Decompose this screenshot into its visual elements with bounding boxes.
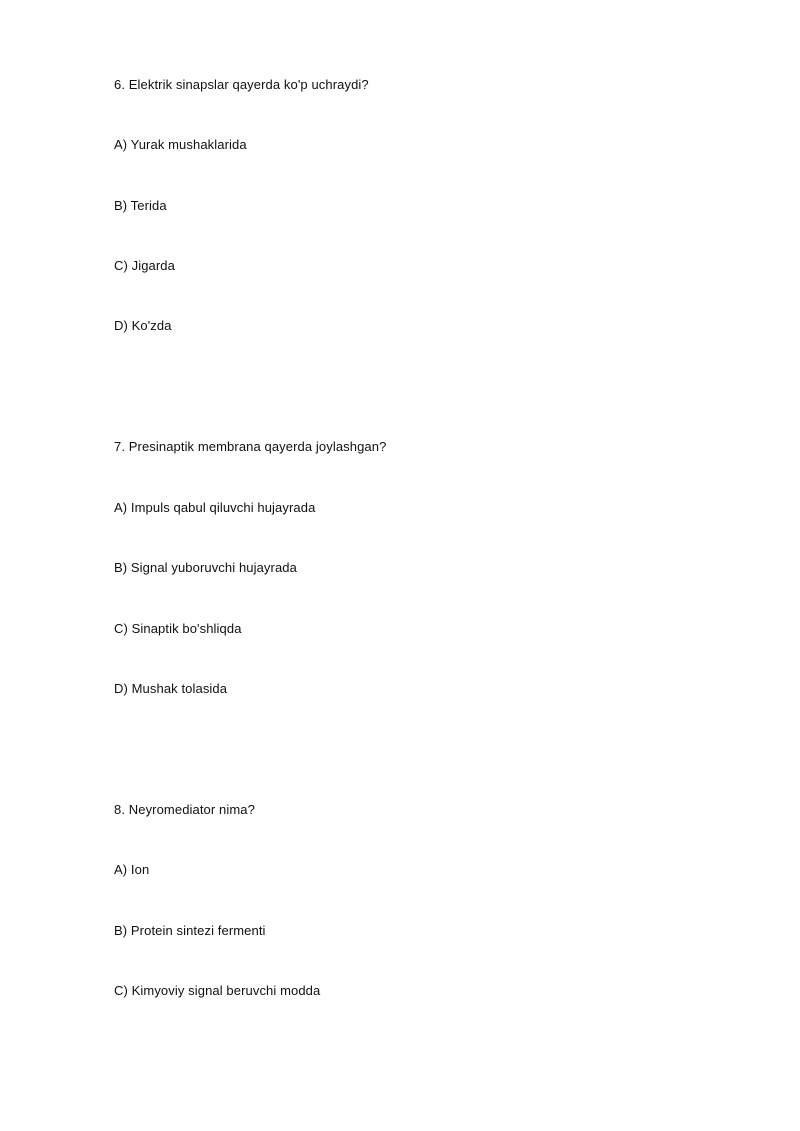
answer-option: C) Sinaptik bo'shliqda [114,621,242,636]
answer-option: C) Kimyoviy signal beruvchi modda [114,983,321,998]
answer-option: B) Signal yuboruvchi hujayrada [114,560,297,575]
question-text: 7. Presinaptik membrana qayerda joylashgan? [114,439,387,454]
question-text: 8. Neyromediator nima? [114,802,255,817]
answer-option: C) Jigarda [114,258,175,273]
answer-option: A) Ion [114,862,150,877]
answer-option: A) Yurak mushaklarida [114,137,247,152]
question-text: 6. Elektrik sinapslar qayerda ko'p uchraydi? [114,77,369,92]
answer-option: D) Mushak tolasida [114,681,228,696]
answer-option: A) Impuls qabul qiluvchi hujayrada [114,500,316,515]
answer-option: B) Terida [114,198,167,213]
answer-option: B) Protein sintezi fermenti [114,923,266,938]
answer-option: D) Ko'zda [114,318,172,333]
